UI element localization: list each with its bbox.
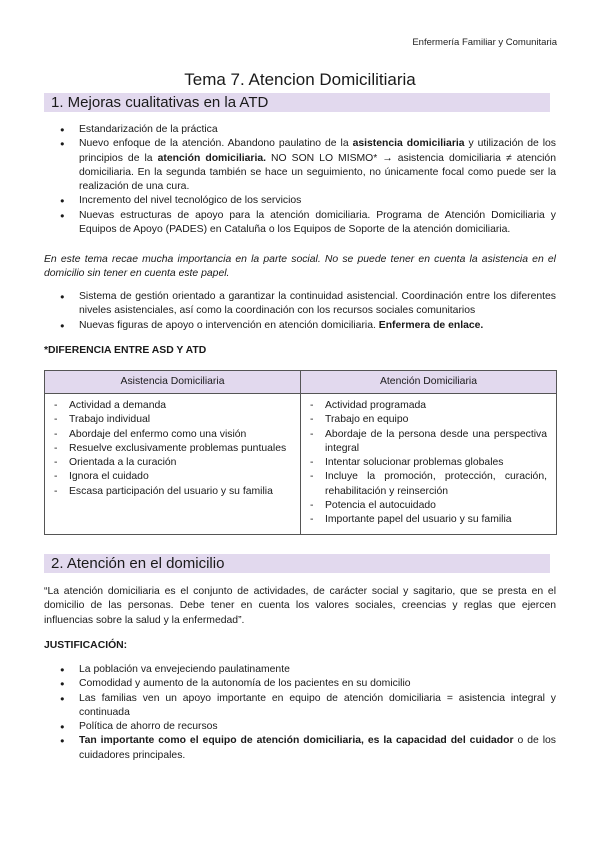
list-item (44, 209, 556, 238)
list-item (44, 123, 556, 137)
justification-list (44, 663, 556, 763)
italic-note: En este tema recae mucha importancia en la parte social. No se puede tener en cuenta la asistencia en el domicilio sin tener en cuenta este papel. (44, 254, 556, 280)
list-item (44, 692, 556, 721)
justification-heading: JUSTIFICACIÓN: (44, 640, 128, 651)
bold-term: Enfermera de enlace. (378, 319, 484, 331)
list-item (44, 734, 556, 763)
list-item (44, 319, 556, 333)
list-item (44, 194, 556, 208)
list-item (44, 720, 556, 734)
mejoras-list (44, 123, 556, 237)
column-header-asistencia: Asistencia Domiciliaria (45, 371, 301, 394)
list-item-text: Sistema de gestión orientado a garantizar la continuidad asistencial. Coordinación entre los diferentes niveles asistenciales, así como la coordinación con los recursos sociales comunitarios (79, 291, 556, 317)
list-item-text: y utilización de los principios de la (79, 138, 556, 164)
section-heading-domicilio: 2. Atención en el domicilio (44, 554, 550, 573)
table-cell-asistencia (45, 394, 301, 535)
list-item-text: NO SON LO MISMO* → asistencia domiciliaria ≠ atención domiciliaria. En la segunda también se hace un seguimiento, no únicamente focal como puede ser la realización de una cura. (79, 152, 556, 193)
running-header: Enfermería Familiar y Comunitaria (412, 37, 557, 48)
list-item (44, 137, 556, 194)
list-item: - Potencia el autocuidado (310, 499, 547, 513)
table-cell-atencion (301, 394, 557, 535)
list-item: - Actividad a demanda (54, 399, 291, 413)
list-item: - Resuelve exclusivamente problemas puntuales (54, 442, 291, 456)
definition-quote: “La atención domiciliaria es el conjunto de actividades, de carácter social y sagitario, que se presta en el domicilio de las personas. Debe tener en cuenta los valores sociales, creencias y reglas que ejercen influencias sobre la salud y la enfermedad”. (44, 586, 556, 626)
asistencia-list (54, 399, 291, 499)
document-title: Tema 7. Atencion Domicilitiaria (184, 70, 416, 89)
list-item-text: Nuevo enfoque de la atención. Abandono paulatino de la (79, 138, 353, 150)
list-item-text: Las familias ven un apoyo importante en equipo de atención domiciliaria = asistencia integral y continuada (79, 692, 556, 718)
list-item-text: Incremento del nivel tecnológico de los servicios (79, 195, 302, 207)
list-item-text: La población va envejeciendo paulatinamente (79, 664, 290, 675)
list-item (44, 677, 556, 691)
column-header-atencion: Atención Domiciliaria (301, 371, 557, 394)
list-item (44, 290, 556, 319)
list-item: - Trabajo en equipo (310, 413, 547, 427)
list-item-text: Comodidad y aumento de la autonomía de los pacientes en su domicilio (79, 678, 411, 690)
atencion-list (310, 399, 547, 528)
bold-term: asistencia domiciliaria (352, 138, 465, 150)
list-item-text: Nuevas estructuras de apoyo para la atención domiciliaria. Programa de Atención Domiciliaria y Equipos de Apoyo (PADES) en Cataluña o los Equipos de Soporte de la atención domiciliaria. (79, 209, 556, 236)
table-row (45, 394, 557, 535)
list-item-text: o de los cuidadores principales. (79, 735, 556, 761)
list-item: - Importante papel del usuario y su familia (310, 513, 547, 527)
difference-heading: *DIFERENCIA ENTRE ASD Y ATD (44, 345, 207, 356)
table-header-row (45, 371, 557, 394)
list-item: - Intentar solucionar problemas globales (310, 456, 547, 470)
list-item: - Incluye la promoción, protección, curación, rehabilitación y reinserción (310, 470, 547, 499)
bold-term: atención domiciliaria. (157, 152, 266, 164)
list-item: - Actividad programada (310, 399, 547, 413)
comparison-table (44, 370, 557, 535)
list-item: - Abordaje de la persona desde una perspectiva integral (310, 428, 547, 457)
list-item-text: Estandarización de la práctica (79, 124, 218, 135)
list-item: - Trabajo individual (54, 413, 291, 427)
list-item: - Abordaje del enfermo como una visión (54, 428, 291, 442)
list-item (44, 663, 556, 677)
list-item: - Escasa participación del usuario y su familia (54, 485, 291, 499)
section-heading-mejoras: 1. Mejoras cualitativas en la ATD (44, 93, 550, 112)
bold-term: Tan importante como el equipo de atención domiciliaria, es la capacidad del cuidador (79, 735, 514, 747)
list-item-text: Política de ahorro de recursos (79, 721, 218, 733)
list-item: - Orientada a la curación (54, 456, 291, 470)
mejoras-list-2 (44, 290, 556, 333)
list-item: - Ignora el cuidado (54, 470, 291, 484)
list-item-text: Nuevas figuras de apoyo o intervención en atención domiciliaria. (79, 319, 379, 331)
